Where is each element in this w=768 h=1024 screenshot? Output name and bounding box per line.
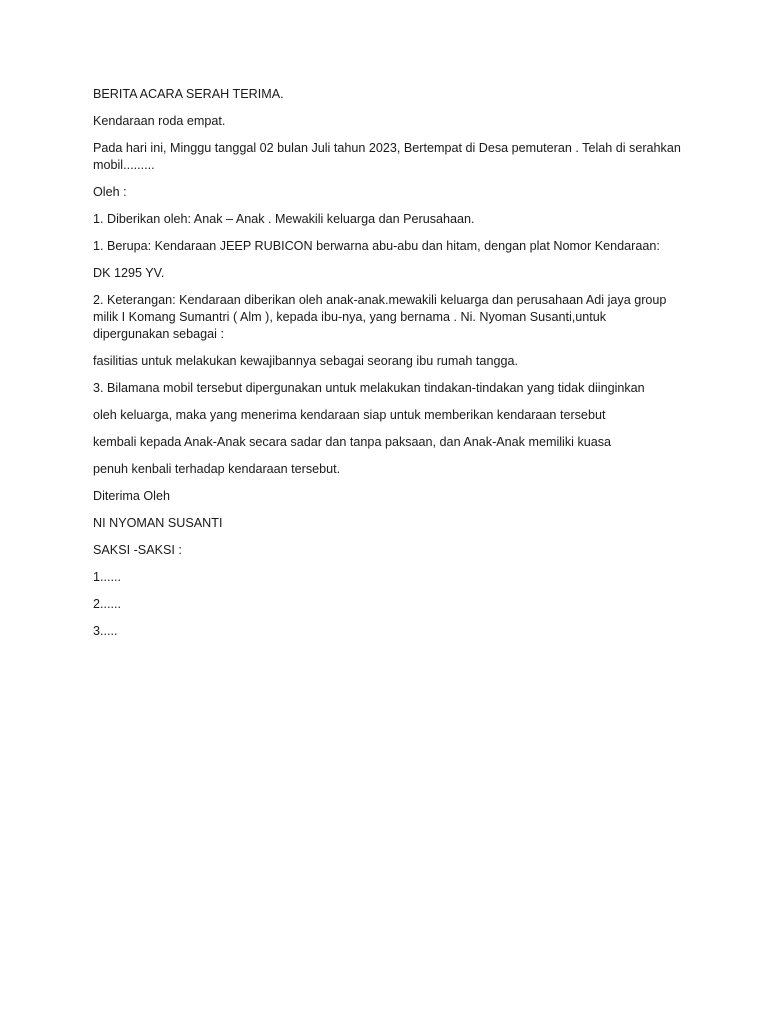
saksi-item-1: 1...... — [93, 570, 121, 584]
plate-number: DK 1295 YV. — [93, 266, 165, 280]
item-keterangan: 2. Keterangan: Kendaraan diberikan oleh anak-anak.mewakili keluarga dan perusahaan Adi jaya group milik I Komang Sumantri ( Alm ), kepada ibu-nya, yang bernama . Ni. Nyoman Susanti,untuk dipergunakan sebagai : — [93, 293, 667, 341]
intro-paragraph: Pada hari ini, Minggu tanggal 02 bulan Juli tahun 2023, Bertempat di Desa pemuteran . Telah di serahkan mobil......... — [93, 141, 681, 172]
fasilitas-line: fasilitias untuk melakukan kewajibannya sebagai seorang ibu rumah tangga. — [93, 354, 518, 368]
oleh-label: Oleh : — [93, 185, 127, 199]
document-subtitle: Kendaraan roda empat. — [93, 114, 226, 128]
item-bilamana-line-2: oleh keluarga, maka yang menerima kendaraan siap untuk memberikan kendaraan tersebut — [93, 408, 606, 422]
item-bilamana-line-1: 3. Bilamana mobil tersebut dipergunakan untuk melakukan tindakan-tindakan yang tidak diinginkan — [93, 381, 645, 395]
item-diberikan: 1. Diberikan oleh: Anak – Anak . Mewakili keluarga dan Perusahaan. — [93, 212, 475, 226]
saksi-heading: SAKSI -SAKSI : — [93, 543, 182, 557]
item-bilamana-line-3: kembali kepada Anak-Anak secara sadar dan tanpa paksaan, dan Anak-Anak memiliki kuasa — [93, 435, 612, 449]
document-body — [93, 86, 683, 650]
item-bilamana-line-4: penuh kenbali terhadap kendaraan tersebut. — [93, 462, 341, 476]
item-berupa: 1. Berupa: Kendaraan JEEP RUBICON berwarna abu-abu dan hitam, dengan plat Nomor Kendaraan: — [93, 239, 660, 253]
document-title: BERITA ACARA SERAH TERIMA. — [93, 87, 284, 101]
saksi-item-2: 2...... — [93, 597, 121, 611]
recipient-name: NI NYOMAN SUSANTI — [93, 516, 223, 530]
saksi-item-3: 3..... — [93, 624, 118, 638]
diterima-oleh-label: Diterima Oleh — [93, 489, 170, 503]
